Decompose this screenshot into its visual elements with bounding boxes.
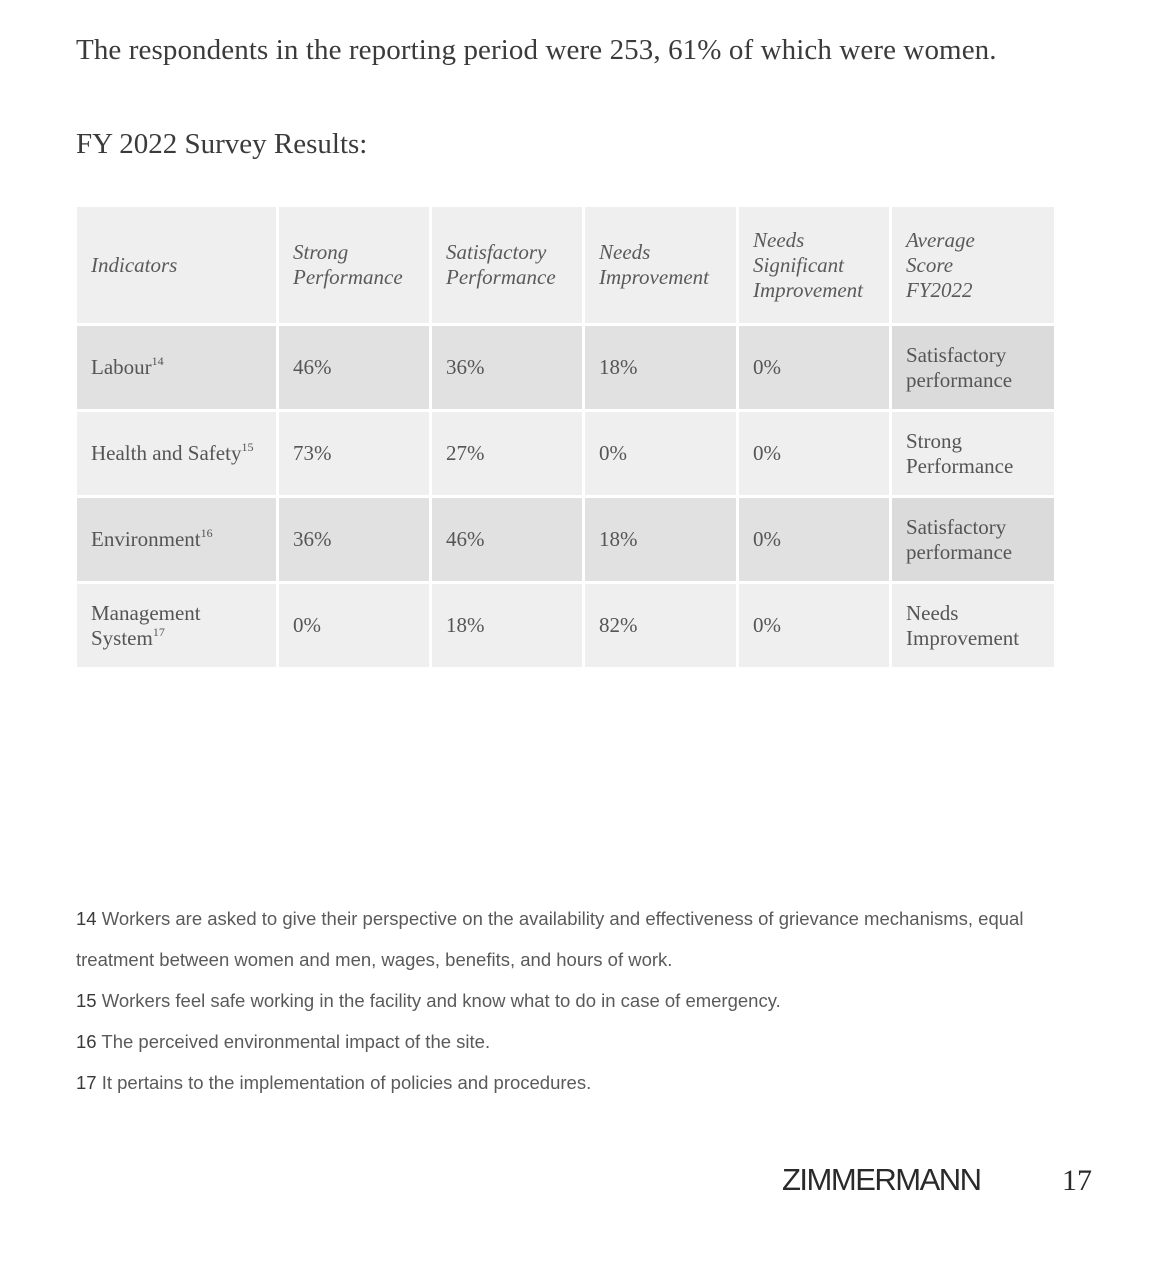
footnote-ref: 14 xyxy=(151,354,164,368)
needs-cell: 18% xyxy=(585,498,736,581)
significant-cell: 0% xyxy=(739,498,889,581)
footnote-ref: 17 xyxy=(152,624,165,639)
footnote-14: 14 Workers are asked to give their perspective on the availability and effectiveness of grievance mechanisms, equal xyxy=(76,908,1024,929)
average-cell: Strong Performance xyxy=(892,412,1054,495)
header-satisfactory-performance: Satisfactory Performance xyxy=(432,207,582,323)
satisfactory-cell: 36% xyxy=(432,326,582,409)
footnote-14-continued: treatment between women and men, wages, benefits, and hours of work. xyxy=(76,949,673,970)
indicator-cell: Environment$^{16}$ xyxy=(77,498,276,581)
table-row xyxy=(77,412,1054,495)
significant-cell: 0% xyxy=(739,584,889,667)
page-number: 17 xyxy=(1062,1164,1092,1197)
footnote-17: 17 It pertains to the implementation of policies and procedures. xyxy=(76,1072,592,1093)
table-row xyxy=(77,498,1054,581)
table-row xyxy=(77,326,1054,409)
average-cell: Satisfactory performance xyxy=(892,326,1054,409)
strong-cell: 46% xyxy=(279,326,429,409)
satisfactory-cell: 27% xyxy=(432,412,582,495)
average-cell: Satisfactory performance xyxy=(892,498,1054,581)
strong-cell: 0% xyxy=(279,584,429,667)
average-cell: Needs Improvement xyxy=(892,584,1054,667)
brand-logo: ZIMMERMANN xyxy=(782,1162,981,1197)
footnote-15: 15 Workers feel safe working in the facility and know what to do in case of emergency. xyxy=(76,990,781,1011)
needs-cell: 18% xyxy=(585,326,736,409)
intro-text: The respondents in the reporting period were 253, 61% of which were women. xyxy=(76,34,997,66)
indicator-cell: Labour$^{14}$ xyxy=(77,326,276,409)
significant-cell: 0% xyxy=(739,326,889,409)
table-header-row xyxy=(77,207,1054,323)
satisfactory-cell: 18% xyxy=(432,584,582,667)
footnotes xyxy=(76,898,1076,1103)
header-average-score: Average Score FY2022 xyxy=(892,207,1054,323)
survey-results-table xyxy=(74,204,1057,670)
needs-cell: 0% xyxy=(585,412,736,495)
footnote-16: 16 The perceived environmental impact of the site. xyxy=(76,1031,491,1052)
section-title: FY 2022 Survey Results: xyxy=(76,128,368,160)
strong-cell: 73% xyxy=(279,412,429,495)
indicator-cell: Health and Safety$^{15}$ xyxy=(77,412,276,495)
satisfactory-cell: 46% xyxy=(432,498,582,581)
header-needs-significant-improvement: Needs Significant Improvement xyxy=(739,207,889,323)
footnote-ref: 16 xyxy=(200,526,213,540)
header-indicators: Indicators xyxy=(77,207,276,323)
needs-cell: 82% xyxy=(585,584,736,667)
header-strong-performance: Strong Performance xyxy=(279,207,429,323)
indicator-cell: Management System$^{17}$ xyxy=(77,584,276,667)
header-needs-improvement: Needs Improvement xyxy=(585,207,736,323)
strong-cell: 36% xyxy=(279,498,429,581)
significant-cell: 0% xyxy=(739,412,889,495)
footnote-ref: 15 xyxy=(241,440,254,454)
table-row xyxy=(77,584,1054,667)
